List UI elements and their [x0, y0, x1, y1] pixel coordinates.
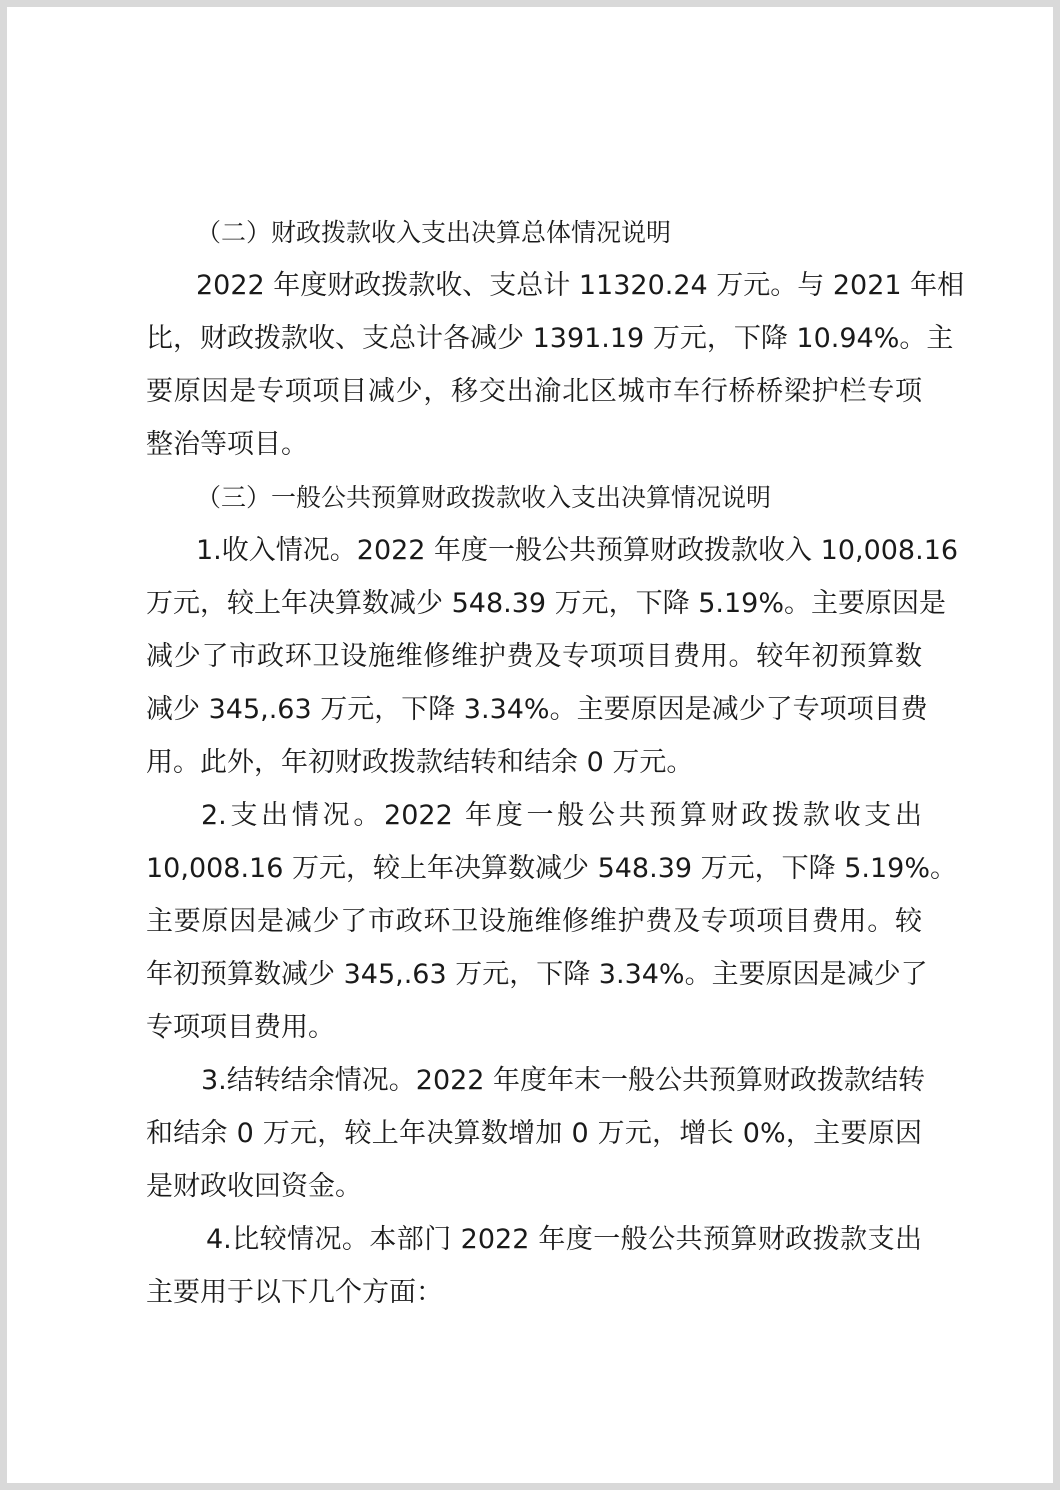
paragraph-line: 2.支出情况。2022 年度一般公共预算财政拨款收支出	[201, 800, 922, 831]
paragraph-line: 减少 345,.63 万元，下降 3.34%。主要原因是减少了专项项目费	[146, 694, 928, 725]
paragraph-line: 减少了市政环卫设施维修维护费及专项项目费用。较年初预算数	[146, 641, 922, 672]
paragraph-line: 3.结转结余情况。2022 年度年末一般公共预算财政拨款结转	[201, 1065, 926, 1096]
document-page	[7, 7, 1053, 1483]
paragraph-line: 主要用于以下几个方面：	[146, 1277, 443, 1308]
paragraph-line: 主要原因是减少了市政环卫设施维修维护费及专项项目费用。较	[146, 906, 922, 937]
paragraph-line: 1.收入情况。2022 年度一般公共预算财政拨款收入 10,008.16	[196, 535, 959, 566]
paragraph-line: 是财政收回资金。	[146, 1171, 362, 1202]
paragraph-line: 10,008.16 万元，较上年决算数减少 548.39 万元，下降 5.19%。	[146, 853, 957, 884]
paragraph-line: 和结余 0 万元，较上年决算数增加 0 万元，增长 0%，主要原因	[146, 1118, 922, 1149]
paragraph-line: 年初预算数减少 345,.63 万元，下降 3.34%。主要原因是减少了	[146, 959, 928, 990]
paragraph-line: 4.比较情况。本部门 2022 年度一般公共预算财政拨款支出	[206, 1224, 922, 1255]
section-heading-2: （二）财政拨款收入支出决算总体情况说明	[196, 218, 672, 247]
paragraph-line: 用。此外，年初财政拨款结转和结余 0 万元。	[146, 747, 694, 778]
paragraph-line: 万元，较上年决算数减少 548.39 万元，下降 5.19%。主要原因是	[146, 588, 946, 619]
paragraph-line: 专项项目费用。	[146, 1012, 335, 1043]
paragraph-line: 比，财政拨款收、支总计各减少 1391.19 万元，下降 10.94%。主	[146, 323, 954, 354]
section-heading-3: （三）一般公共预算财政拨款收入支出决算情况说明	[196, 483, 772, 512]
document-body	[146, 206, 965, 1319]
paragraph-line: 要原因是专项项目减少，移交出渝北区城市车行桥桥梁护栏专项	[146, 376, 922, 407]
paragraph-line: 整治等项目。	[146, 429, 308, 460]
paragraph-line: 2022 年度财政拨款收、支总计 11320.24 万元。与 2021 年相	[196, 270, 965, 301]
